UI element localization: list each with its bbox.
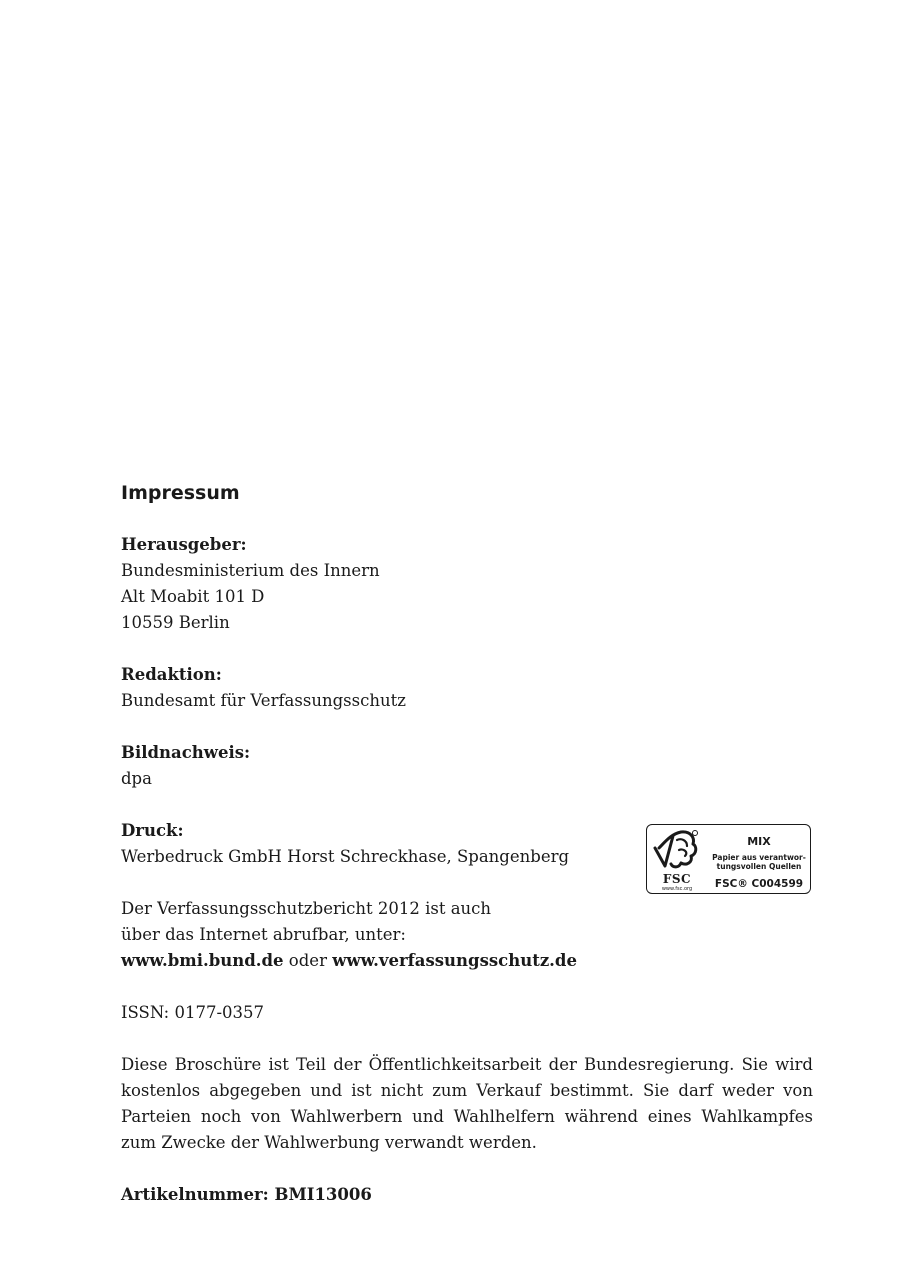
fsc-logo-text: FSC bbox=[662, 872, 692, 886]
verfassungsschutz-link[interactable]: www.verfassungsschutz.de bbox=[332, 951, 577, 970]
fsc-mix-label: MIX bbox=[747, 835, 771, 848]
fsc-desc-line: tungsvollen Quellen bbox=[716, 862, 802, 871]
fsc-tree-logo bbox=[651, 828, 703, 892]
redaktion-line: Bundesamt für Verfassungsschutz bbox=[121, 691, 406, 710]
fsc-license-code: FSC® C004599 bbox=[714, 878, 804, 890]
issn-section bbox=[121, 1000, 813, 1026]
druck-line: Werbedruck GmbH Horst Schreckhase, Spangenberg bbox=[121, 847, 570, 866]
fsc-description bbox=[709, 853, 809, 871]
bildnachweis-label: Bildnachweis: bbox=[121, 743, 251, 762]
internet-section bbox=[121, 896, 813, 974]
bildnachweis-line: dpa bbox=[121, 769, 152, 788]
redaktion-label: Redaktion: bbox=[121, 665, 222, 684]
herausgeber-line: 10559 Berlin bbox=[121, 613, 230, 632]
redaktion-section bbox=[121, 662, 813, 714]
herausgeber-line: Bundesministerium des Innern bbox=[121, 561, 380, 580]
notice-paragraph: Diese Broschüre ist Teil der Öffentlichkeitsarbeit der Bundesregierung. Sie wird kostenlos abgegeben und ist nicht zum Verkauf bestimmt. Sie darf weder von Parteien noch von Wahlwerbern und Wahlhelfern während eines Wahlkampfes zum Zwecke der Wahlwerbung verwandt werden. bbox=[121, 1055, 813, 1152]
fsc-logo-url: www.fsc.org bbox=[661, 886, 693, 892]
herausgeber-label: Herausgeber: bbox=[121, 535, 247, 554]
bildnachweis-section bbox=[121, 740, 813, 792]
fsc-tree-icon bbox=[651, 828, 703, 872]
fsc-badge bbox=[646, 824, 811, 894]
issn-text: ISSN: 0177-0357 bbox=[121, 1003, 265, 1022]
bmi-link[interactable]: www.bmi.bund.de bbox=[121, 951, 284, 970]
herausgeber-section bbox=[121, 532, 813, 636]
artikelnummer-section bbox=[121, 1182, 813, 1208]
internet-line: über das Internet abrufbar, unter: bbox=[121, 925, 406, 944]
page-title: Impressum bbox=[121, 482, 240, 504]
druck-label: Druck: bbox=[121, 821, 184, 840]
internet-line: Der Verfassungsschutzbericht 2012 ist auch bbox=[121, 899, 492, 918]
fsc-desc-line: Papier aus verantwor- bbox=[712, 853, 806, 862]
url-connector: oder bbox=[283, 951, 333, 970]
artikelnummer-text: Artikelnummer: BMI13006 bbox=[121, 1185, 372, 1204]
herausgeber-line: Alt Moabit 101 D bbox=[121, 587, 265, 606]
url-line bbox=[121, 948, 813, 974]
